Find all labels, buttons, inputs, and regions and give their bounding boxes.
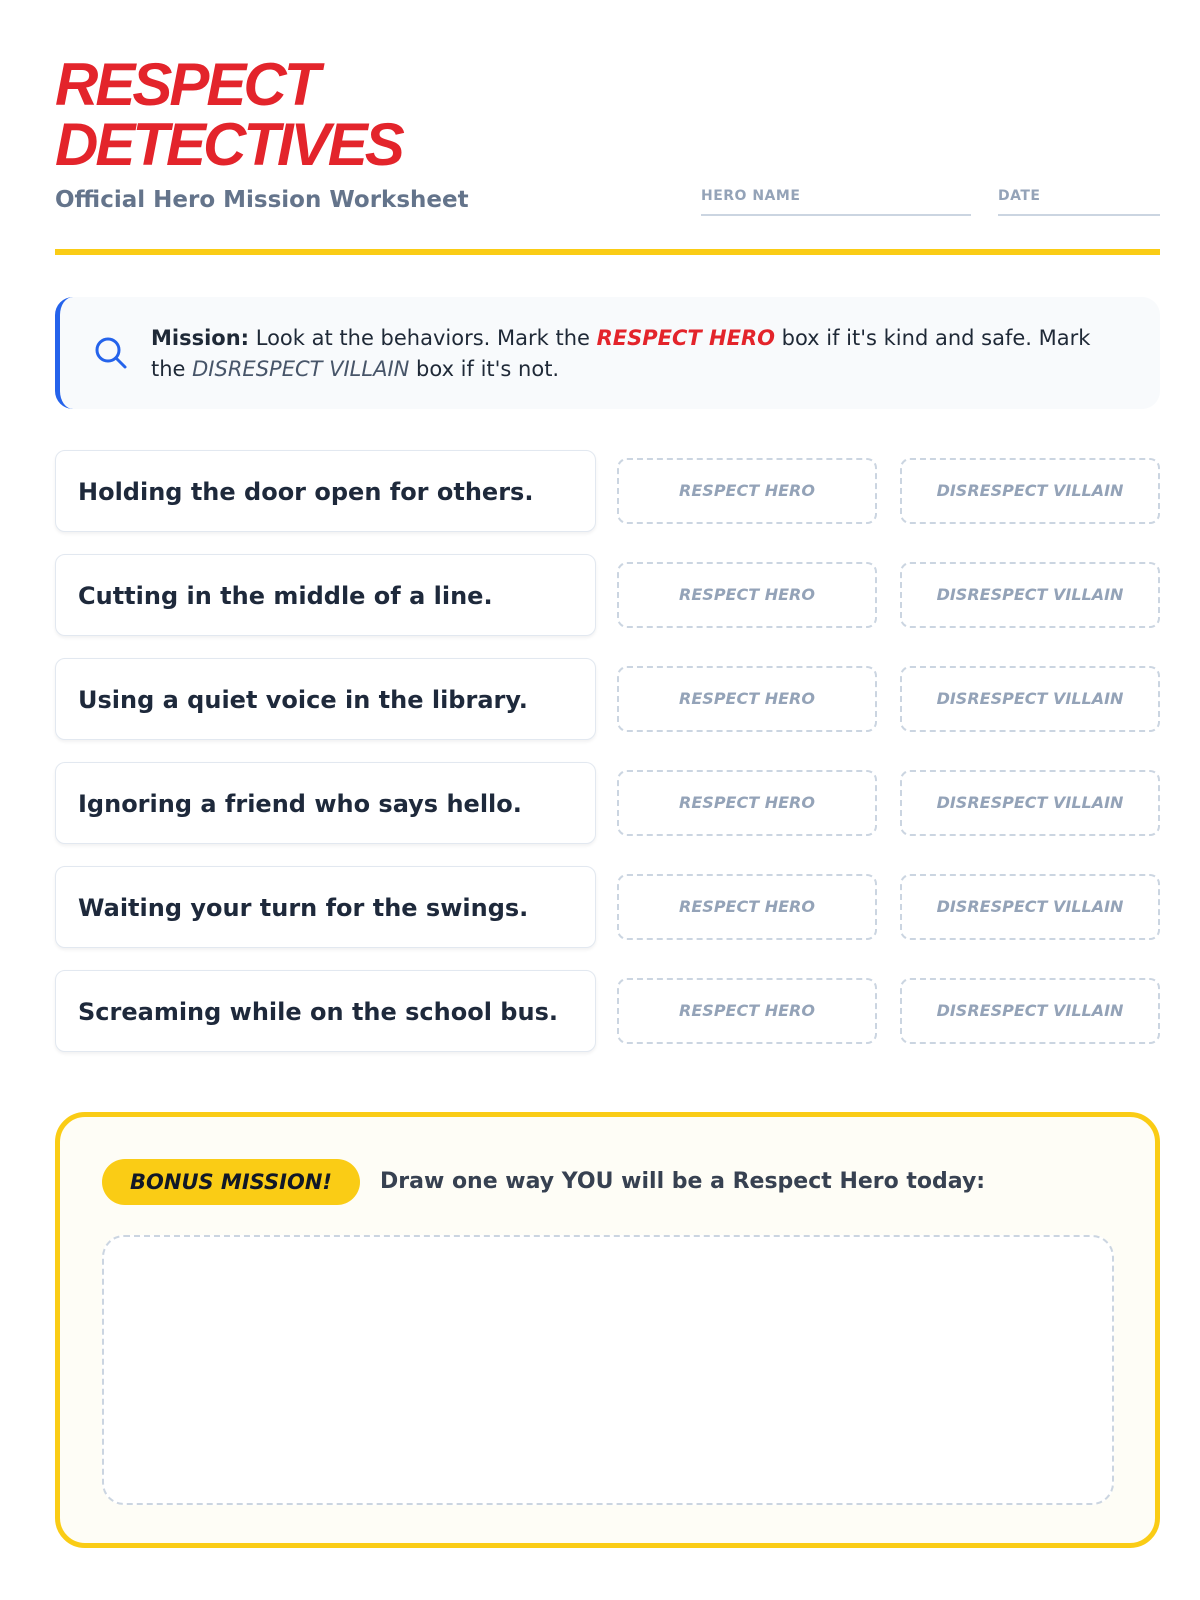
- mission-text-3: box if it's not.: [409, 357, 560, 381]
- behavior-text: Waiting your turn for the swings.: [78, 894, 529, 922]
- respect-hero-box[interactable]: RESPECT HERO: [617, 874, 877, 940]
- behavior-card: [55, 866, 596, 948]
- date-field[interactable]: [998, 186, 1160, 216]
- hero-name-label: HERO NAME: [701, 188, 801, 204]
- title-line-2: DETECTIVES: [55, 111, 402, 178]
- disrespect-villain-box[interactable]: DISRESPECT VILLAIN: [900, 770, 1160, 836]
- behavior-text: Ignoring a friend who says hello.: [78, 790, 522, 818]
- disrespect-villain-box[interactable]: DISRESPECT VILLAIN: [900, 458, 1160, 524]
- subtitle: Official Hero Mission Worksheet: [55, 187, 469, 213]
- respect-hero-box[interactable]: RESPECT HERO: [617, 458, 877, 524]
- behavior-card: [55, 658, 596, 740]
- bonus-mission-panel: [55, 1112, 1160, 1548]
- mission-box: [55, 297, 1160, 409]
- hero-name-field[interactable]: [701, 186, 971, 216]
- bonus-prompt: Draw one way YOU will be a Respect Hero today:: [380, 1169, 986, 1194]
- behavior-text: Cutting in the middle of a line.: [78, 582, 493, 610]
- behavior-row-5: [55, 866, 1160, 950]
- title-line-1: RESPECT: [55, 51, 318, 118]
- behavior-row-2: [55, 554, 1160, 638]
- mission-villain-term: DISRESPECT VILLAIN: [192, 357, 410, 381]
- respect-hero-box[interactable]: RESPECT HERO: [617, 770, 877, 836]
- behavior-text: Holding the door open for others.: [78, 478, 534, 506]
- behavior-row-4: [55, 762, 1160, 846]
- date-label: DATE: [998, 188, 1041, 204]
- mission-label: Mission:: [151, 326, 250, 350]
- bonus-badge: BONUS MISSION!: [102, 1159, 360, 1205]
- behavior-text: Using a quiet voice in the library.: [78, 686, 528, 714]
- respect-hero-box[interactable]: RESPECT HERO: [617, 666, 877, 732]
- behavior-text: Screaming while on the school bus.: [78, 998, 558, 1026]
- disrespect-villain-box[interactable]: DISRESPECT VILLAIN: [900, 562, 1160, 628]
- disrespect-villain-box[interactable]: DISRESPECT VILLAIN: [900, 666, 1160, 732]
- respect-hero-box[interactable]: RESPECT HERO: [617, 978, 877, 1044]
- behavior-card: [55, 554, 596, 636]
- search-icon: [93, 335, 129, 371]
- behavior-row-3: [55, 658, 1160, 742]
- mission-text-2: box if it's kind and safe. Mark the: [151, 326, 1091, 381]
- disrespect-villain-box[interactable]: DISRESPECT VILLAIN: [900, 874, 1160, 940]
- behavior-row-1: [55, 450, 1160, 534]
- behavior-card: [55, 970, 596, 1052]
- mission-text-1: Look at the behaviors. Mark the: [249, 326, 597, 350]
- drawing-area[interactable]: [102, 1235, 1114, 1505]
- mission-text: [151, 323, 1131, 385]
- mission-hero-term: RESPECT HERO: [596, 326, 775, 350]
- disrespect-villain-box[interactable]: DISRESPECT VILLAIN: [900, 978, 1160, 1044]
- behavior-card: [55, 450, 596, 532]
- behavior-card: [55, 762, 596, 844]
- behavior-row-6: [55, 970, 1160, 1054]
- respect-hero-box[interactable]: RESPECT HERO: [617, 562, 877, 628]
- header-divider: [55, 249, 1160, 255]
